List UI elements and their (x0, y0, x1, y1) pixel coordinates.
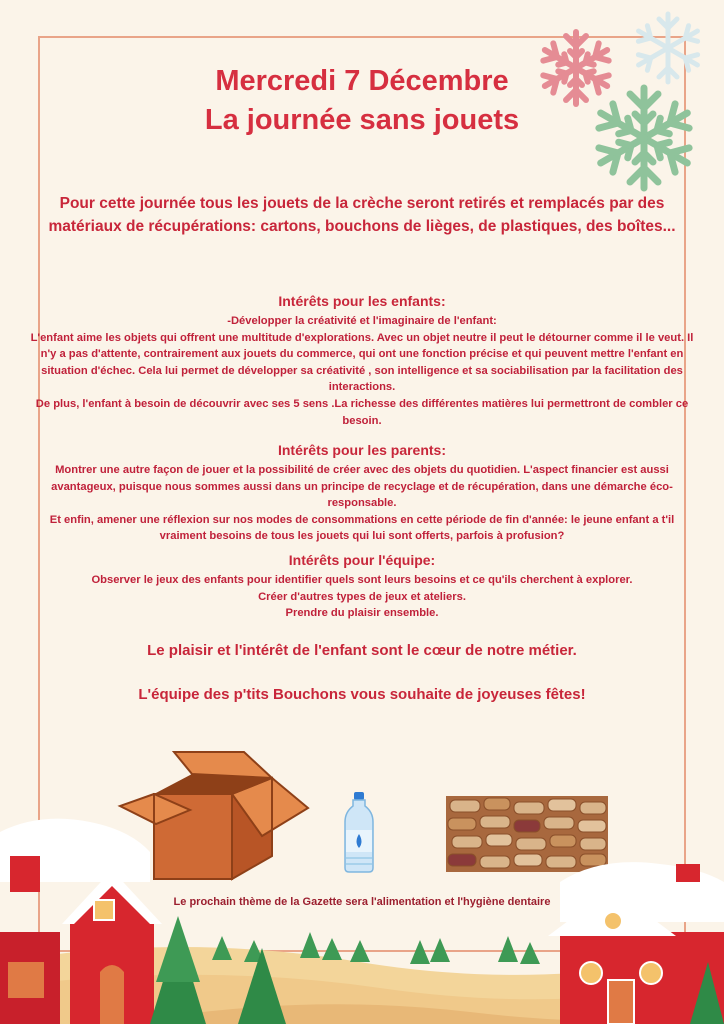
title-date: Mercredi 7 Décembre (215, 65, 509, 97)
page-title (0, 62, 724, 140)
intro-paragraph: Pour cette journée tous les jouets de la crèche seront retirés et remplacés par des matériaux de récupérations: cartons, bouchons de lièges, de plastiques, des boîtes... (48, 195, 676, 235)
section-enfants (30, 292, 694, 429)
section-enfants-line: L'enfant aime les objets qui offrent une multitude d'explorations. Avec un objet neutre il peut le détourner comme il le veut. Il n'y a pas d'attente, contrairement aux jouets du commerce, qui ont une fonction précise et qui peuvent mettre l'enfant en situation d'échec. Cela lui permet de développer sa créativité , son intelligence et sa sociabilisation par la facilitation des interactions. (30, 331, 694, 394)
section-enfants-line: -Développer la créativité et l'imaginaire de l'enfant: (227, 315, 497, 327)
christmas-village-illustration (0, 812, 724, 1024)
section-parents (30, 441, 694, 545)
section-equipe (30, 551, 694, 622)
section-parents-line: Montrer une autre façon de jouer et la possibilité de créer avec des objets du quotidien. L'aspect financier est aussi avantageux, puisque nous sommes aussi dans un principe de recyclage et de récupération, dans une démarche éco-responsable. (51, 464, 673, 510)
section-enfants-line: De plus, l'enfant à besoin de découvrir avec ses 5 sens .La richesse des différentes matières lui permettront de combler ce besoin. (35, 397, 689, 427)
section-parents-title: Intérêts pour les parents: (277, 442, 447, 458)
section-equipe-line: Créer d'autres types de jeux et ateliers. (258, 590, 466, 603)
section-enfants-title: Intérêts pour les enfants: (278, 293, 446, 309)
section-equipe-title: Intérêts pour l'équipe: (288, 552, 436, 568)
closing-wishes: L'équipe des p'tits Bouchons vous souhaite de joyeuses fêtes! (138, 686, 586, 703)
section-equipe-line: Observer le jeux des enfants pour identifier quels sont leurs besoins et ce qu'ils cherchent à explorer. (91, 574, 633, 586)
closing-slogan: Le plaisir et l'intérêt de l'enfant sont le cœur de notre métier. (147, 642, 577, 659)
title-theme: La journée sans jouets (204, 104, 520, 136)
footer-note: Le prochain thème de la Gazette sera l'alimentation et l'hygiène dentaire (173, 896, 551, 908)
section-equipe-line: Prendre du plaisir ensemble. (285, 607, 439, 620)
section-parents-line: Et enfin, amener une réflexion sur nos modes de consommations en cette période de fin d'année: le jeune enfant a t'il vraiment besoins de tous les jouets qui lui sont offerts, parfois à profusion? (49, 513, 675, 543)
